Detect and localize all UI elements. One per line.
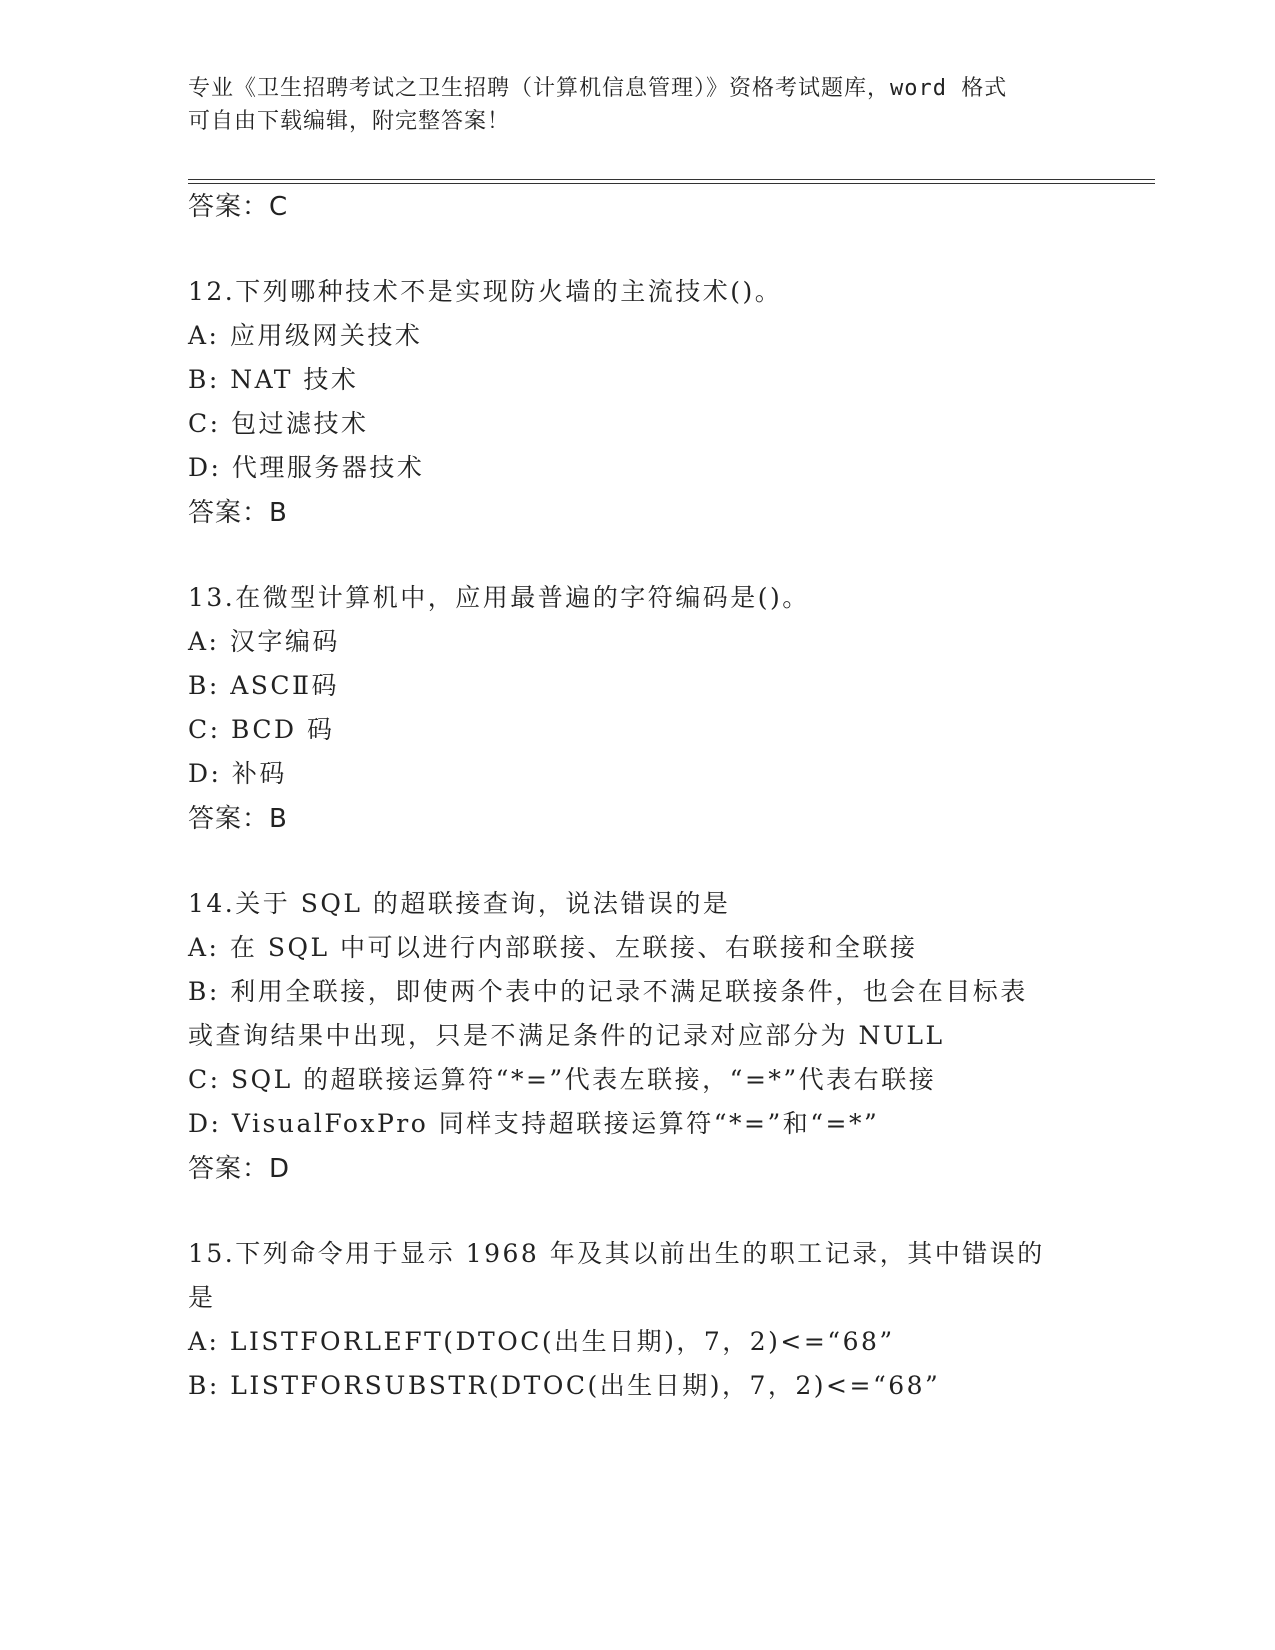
question-15-stem-line-1: 15.下列命令用于显示 1968 年及其以前出生的职工记录，其中错误的 [188, 1239, 1045, 1268]
header-line-2: 可自由下载编辑，附完整答案！ [188, 109, 511, 134]
question-14-option-b-line-1: B: 利用全联接，即使两个表中的记录不满足联接条件，也会在目标表 [188, 977, 1028, 1006]
header-line-1: 专业《卫生招聘考试之卫生招聘（计算机信息管理）》资格考试题库，word 格式 [188, 76, 1008, 101]
header-divider-bottom [188, 183, 1155, 184]
question-12-option-c: C: 包过滤技术 [188, 409, 369, 438]
header-divider-top [188, 179, 1155, 180]
question-15-option-b: B: LISTFORSUBSTR(DTOC(出生日期)，7，2)<=“68” [188, 1371, 941, 1400]
question-13-option-a: A: 汉字编码 [188, 627, 340, 656]
answer-11: 答案：C [188, 192, 289, 222]
document-header [188, 72, 1088, 138]
question-13-option-d: D: 补码 [188, 759, 287, 788]
question-12-option-b: B: NAT 技术 [188, 365, 359, 394]
question-15-stem-line-2: 是 [188, 1283, 216, 1312]
question-14-option-d: D: VisualFoxPro 同样支持超联接运算符“*=”和“=*” [188, 1109, 880, 1138]
question-14-option-c: C: SQL 的超联接运算符“*=”代表左联接，“=*”代表右联接 [188, 1065, 937, 1094]
question-14-answer: 答案：D [188, 1154, 291, 1184]
question-13-option-b: B: ASCⅡ码 [188, 671, 340, 700]
question-12-option-a: A: 应用级网关技术 [188, 321, 423, 350]
question-13-answer: 答案：B [188, 804, 288, 834]
question-14-option-a: A: 在 SQL 中可以进行内部联接、左联接、右联接和全联接 [188, 933, 918, 962]
question-13-option-c: C: BCD 码 [188, 715, 335, 744]
question-15-option-a: A: LISTFORLEFT(DTOC(出生日期)，7，2)<=“68” [188, 1327, 895, 1356]
question-12-stem: 12.下列哪种技术不是实现防火墙的主流技术()。 [188, 277, 783, 306]
question-12-answer: 答案：B [188, 498, 288, 528]
question-13-stem: 13.在微型计算机中，应用最普遍的字符编码是()。 [188, 583, 810, 612]
question-14-option-b-line-2: 或查询结果中出现，只是不满足条件的记录对应部分为 NULL [188, 1021, 945, 1050]
question-14-stem: 14.关于 SQL 的超联接查询，说法错误的是 [188, 889, 731, 918]
question-12-option-d: D: 代理服务器技术 [188, 453, 425, 482]
